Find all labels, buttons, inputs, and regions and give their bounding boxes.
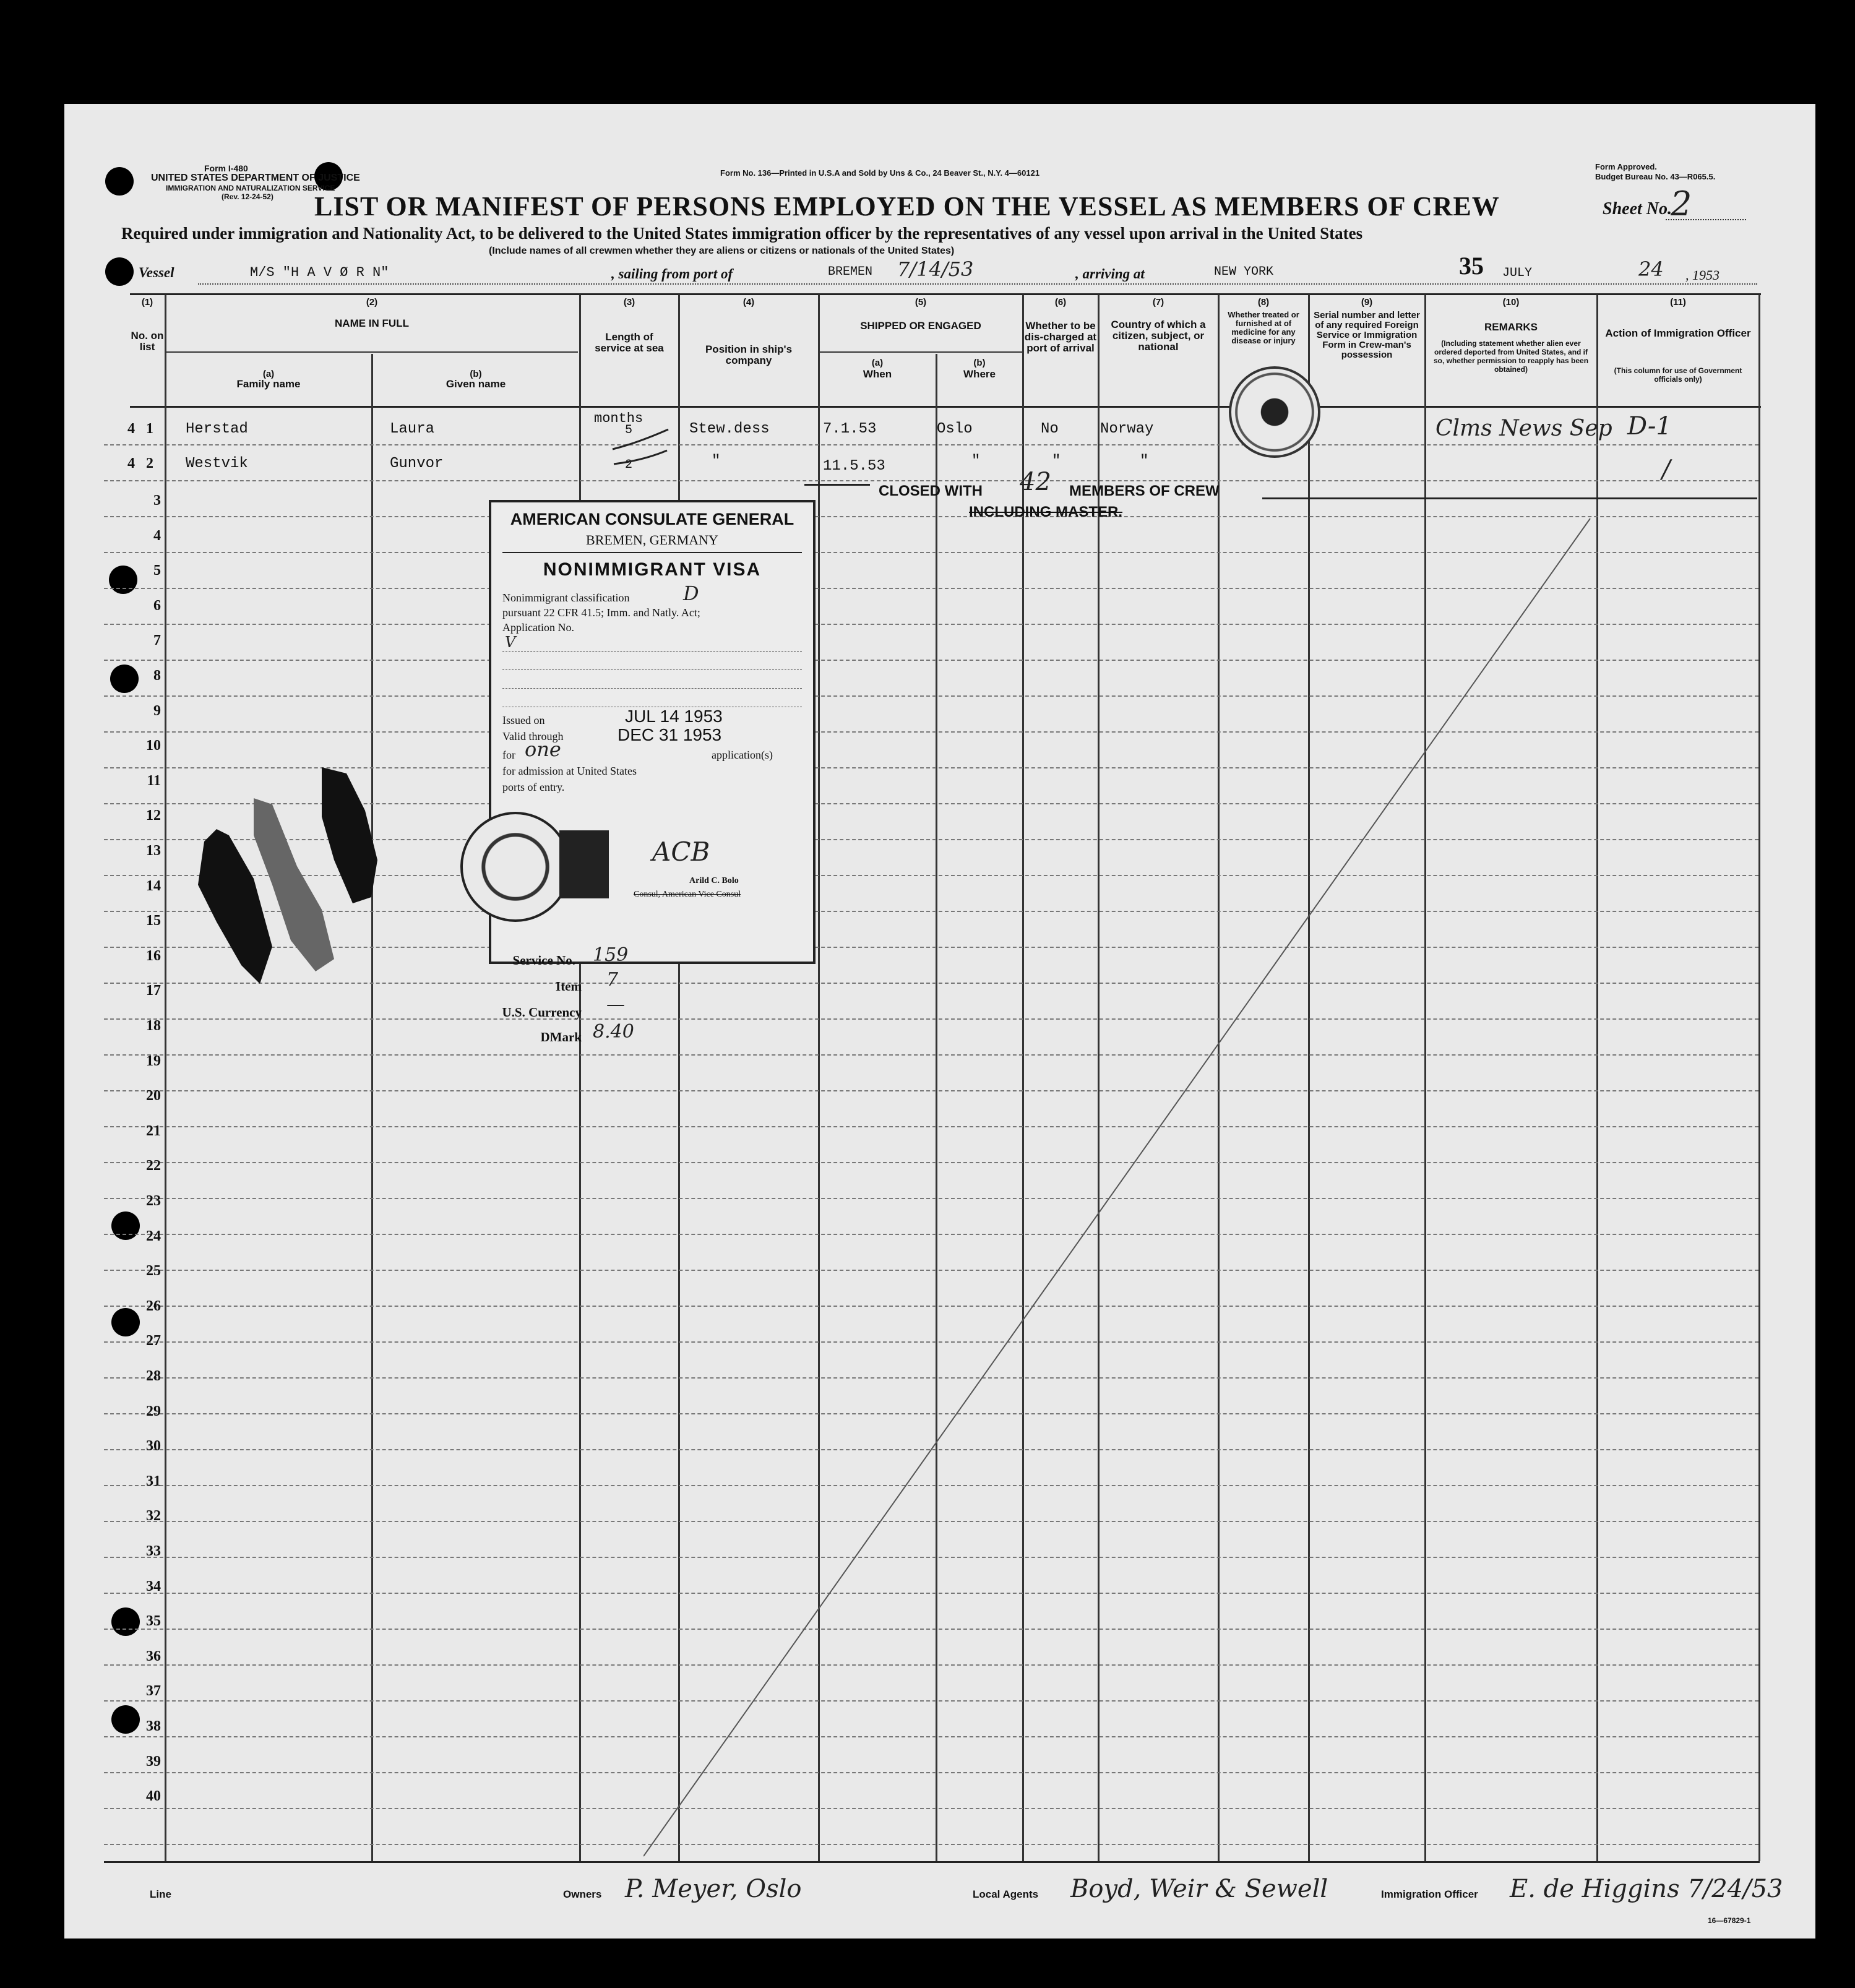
col2a-header: Family name bbox=[236, 378, 301, 390]
col7-number: (7) bbox=[1152, 297, 1164, 308]
sheet-number: 2 bbox=[1671, 184, 1692, 223]
item-label: Item bbox=[556, 979, 582, 994]
col5-number: (5) bbox=[915, 297, 927, 308]
row-line-number: 2 bbox=[146, 455, 153, 471]
issued-date: JUL 14 1953 bbox=[625, 707, 723, 726]
line-number: 14 bbox=[146, 877, 161, 894]
shipped-when: 7.1.53 bbox=[823, 421, 877, 437]
footer-line-label: Line bbox=[150, 1888, 171, 1900]
vessel-label: Vessel bbox=[139, 265, 174, 280]
line-number: 34 bbox=[146, 1578, 161, 1594]
line-number: 24 bbox=[146, 1228, 161, 1244]
col1-number: (1) bbox=[141, 297, 153, 308]
col6-header: Whether to be dis-charged at port of arrival bbox=[1024, 320, 1097, 354]
line-number: 7 bbox=[153, 632, 161, 649]
port-of-sailing: BREMEN bbox=[828, 265, 873, 279]
line-number: 11 bbox=[147, 772, 161, 789]
visa-stamp bbox=[489, 500, 816, 964]
discharged: No bbox=[1041, 421, 1059, 437]
closing-rule-left bbox=[804, 484, 870, 486]
row-rule bbox=[104, 444, 1758, 445]
issued-label: Issued on bbox=[502, 714, 545, 726]
country: Norway bbox=[1100, 421, 1154, 437]
owners-signature: P. Meyer, Oslo bbox=[625, 1875, 802, 1903]
vessel-line-rule bbox=[198, 283, 1757, 285]
col5-header: SHIPPED OR ENGAGED bbox=[860, 320, 981, 332]
line-number: 19 bbox=[146, 1052, 161, 1069]
wax-seal-marks bbox=[179, 761, 390, 996]
line-number: 27 bbox=[146, 1333, 161, 1349]
service-length: 5 bbox=[625, 423, 633, 437]
col5b-letter: (b) bbox=[973, 358, 986, 368]
line-number: 12 bbox=[146, 807, 161, 824]
officer-action: / bbox=[1662, 455, 1671, 484]
revision: (Rev. 12-24-52) bbox=[222, 192, 273, 201]
currency-value: — bbox=[606, 994, 625, 1015]
col9-header: Serial number and letter of any required Foreign Service or Immigration Form in Crew-man's possession bbox=[1314, 310, 1420, 360]
col10-number: (10) bbox=[1502, 297, 1520, 308]
col11-header: Action of Immigration Officer bbox=[1605, 327, 1751, 339]
line-number: 26 bbox=[146, 1297, 161, 1314]
col11-number: (11) bbox=[1670, 297, 1686, 308]
col10-header: REMARKS bbox=[1484, 321, 1538, 333]
admission-label: for admission at United States bbox=[502, 765, 637, 777]
line-number: 18 bbox=[146, 1018, 161, 1034]
subtitle: Required under immigration and Nationality Act, to be delivered to the United States immigration officer by the representatives of any vessel upon arrival in the United States bbox=[121, 224, 1363, 243]
line-number: 37 bbox=[146, 1683, 161, 1700]
arrival-day: 24 bbox=[1638, 257, 1664, 281]
local-agents-label: Local Agents bbox=[973, 1888, 1039, 1900]
col8-number: (8) bbox=[1257, 297, 1270, 308]
line-number: 38 bbox=[146, 1718, 161, 1734]
vessel-name: M/S "H A V Ø R N" bbox=[250, 265, 389, 280]
service-length: 2 bbox=[625, 458, 633, 472]
stamp-rule bbox=[502, 552, 802, 553]
row-prefix: 4 bbox=[127, 421, 135, 437]
approval-line-1: Form Approved. bbox=[1595, 162, 1657, 171]
column-divider bbox=[371, 354, 373, 1861]
service-line: IMMIGRATION AND NATURALIZATION SERVICE bbox=[166, 184, 335, 192]
col11-subheader: (This column for use of Government officials only) bbox=[1614, 366, 1742, 384]
line-number: 13 bbox=[146, 843, 161, 859]
consulate-seal bbox=[460, 812, 570, 922]
immigration-officer-label: Immigration Officer bbox=[1381, 1888, 1478, 1900]
line-number: 3 bbox=[153, 493, 161, 509]
col10-subheader: (Including statement whether alien ever ordered deported from United States, and if so, whether permission to reapply has been obtained) bbox=[1433, 339, 1589, 374]
punch-hole bbox=[105, 167, 134, 196]
line-number: 30 bbox=[146, 1438, 161, 1455]
ports-label: ports of entry. bbox=[502, 781, 565, 793]
col4-number: (4) bbox=[742, 297, 755, 308]
sailing-label: , sailing from port of bbox=[611, 266, 733, 282]
voyage-number: 35 bbox=[1459, 252, 1484, 280]
given-name: Gunvor bbox=[390, 455, 444, 472]
crew-count: 42 bbox=[1020, 468, 1051, 496]
given-name: Laura bbox=[390, 421, 435, 437]
line-number: 5 bbox=[153, 562, 161, 579]
officer-action: D-1 bbox=[1627, 412, 1672, 441]
line-number: 17 bbox=[146, 983, 161, 999]
applications-label: application(s) bbox=[712, 749, 773, 761]
visa-type: NONIMMIGRANT VISA bbox=[543, 559, 762, 580]
shipped-when: 11.5.53 bbox=[823, 458, 885, 475]
col7-header: Country of which a citizen, subject, or national bbox=[1111, 319, 1206, 353]
dmark-label: DMark bbox=[540, 1030, 582, 1044]
col5a-letter: (a) bbox=[871, 358, 884, 368]
line-number: 8 bbox=[153, 668, 161, 684]
col4-header: Position in ship's company bbox=[705, 343, 793, 366]
position: Stew.dess bbox=[689, 421, 770, 437]
row-line-number: 1 bbox=[146, 421, 153, 437]
closed-with-label: CLOSED WITH bbox=[879, 483, 983, 499]
fee-stamp bbox=[559, 830, 609, 898]
consular-seal bbox=[1229, 366, 1320, 458]
table-header-rule bbox=[130, 406, 1761, 408]
col1-header: No. on list bbox=[131, 330, 164, 353]
line-number: 23 bbox=[146, 1193, 161, 1209]
service-unit: months bbox=[594, 411, 643, 426]
sailing-date: 7/14/53 bbox=[897, 257, 974, 281]
consul-title: Consul, American Vice Consul bbox=[634, 890, 741, 899]
line-number: 39 bbox=[146, 1753, 161, 1770]
remarks: Clms News Sep bbox=[1435, 416, 1612, 441]
valid-date: DEC 31 1953 bbox=[618, 725, 722, 744]
item-value: 7 bbox=[606, 969, 619, 991]
owners-label: Owners bbox=[563, 1888, 602, 1900]
shipped-subheader-rule bbox=[818, 351, 1022, 353]
col3-header: Length of service at sea bbox=[595, 331, 664, 354]
currency-label: U.S. Currency bbox=[502, 1005, 582, 1020]
dmark-value: 8.40 bbox=[593, 1021, 634, 1043]
closing-rule-right bbox=[1262, 497, 1757, 499]
line-number: 4 bbox=[153, 527, 161, 544]
consul-name: Arild C. Bolo bbox=[689, 876, 739, 885]
row-prefix: 4 bbox=[127, 455, 135, 471]
col8-header: Whether treated or furnished at of medicine for any disease or injury bbox=[1228, 310, 1299, 345]
shipped-where: Oslo bbox=[937, 421, 973, 437]
line-number: 28 bbox=[146, 1368, 161, 1384]
table-top-rule bbox=[130, 293, 1761, 295]
applications-count: one bbox=[525, 738, 561, 761]
members-label: MEMBERS OF CREW bbox=[1069, 483, 1220, 499]
line-number: 29 bbox=[146, 1403, 161, 1419]
line-number: 35 bbox=[146, 1613, 161, 1630]
agency-line: UNITED STATES DEPARTMENT OF JUSTICE bbox=[151, 173, 360, 183]
arriving-label: , arriving at bbox=[1075, 266, 1145, 282]
col2-header: NAME IN FULL bbox=[335, 317, 409, 329]
form-code: 16—67829-1 bbox=[1708, 1916, 1751, 1925]
line-number: 9 bbox=[153, 702, 161, 719]
col5a-header: When bbox=[863, 368, 892, 380]
classification-label: Nonimmigrant classification bbox=[502, 592, 630, 604]
position: " bbox=[712, 453, 721, 470]
valid-label: Valid through bbox=[502, 730, 564, 742]
consulate-city: BREMEN, GERMANY bbox=[586, 532, 718, 548]
arrival-port: NEW YORK bbox=[1214, 265, 1274, 279]
arrival-year: , 1953 bbox=[1685, 267, 1719, 283]
line-number: 10 bbox=[146, 738, 161, 754]
line-number: 40 bbox=[146, 1788, 161, 1805]
name-subheader-rule bbox=[166, 351, 578, 353]
line-number: 31 bbox=[146, 1473, 161, 1489]
row-rule bbox=[104, 480, 1758, 481]
col5b-header: Where bbox=[963, 368, 996, 380]
printer-line: Form No. 136—Printed in U.S.A and Sold by Uns & Co., 24 Beaver St., N.Y. 4—60121 bbox=[720, 168, 1040, 178]
service-no-value: 159 bbox=[593, 944, 629, 966]
column-divider bbox=[1758, 295, 1760, 1861]
classification-basis: pursuant 22 CFR 41.5; Imm. and Natly. Act; bbox=[502, 606, 700, 619]
local-agents-signature: Boyd, Weir & Sewell bbox=[1070, 1875, 1328, 1903]
col2b-header: Given name bbox=[445, 378, 506, 390]
country: " bbox=[1140, 453, 1149, 470]
line-number: 32 bbox=[146, 1508, 161, 1525]
col3-number: (3) bbox=[623, 297, 635, 308]
including-master: INCLUDING MASTER. bbox=[969, 504, 1122, 520]
line-number: 20 bbox=[146, 1088, 161, 1104]
form-id: Form I-480 bbox=[204, 163, 248, 173]
consul-signature: ACB bbox=[652, 837, 710, 867]
col2-number: (2) bbox=[366, 297, 378, 308]
punch-hole bbox=[105, 257, 134, 286]
include-note: (Include names of all crewmen whether they are aliens or citizens or nationals of the United States) bbox=[489, 246, 955, 256]
col6-number: (6) bbox=[1054, 297, 1067, 308]
line-number: 33 bbox=[146, 1543, 161, 1559]
line-number: 25 bbox=[146, 1263, 161, 1280]
family-name: Herstad bbox=[186, 421, 248, 437]
discharged: " bbox=[1052, 453, 1061, 470]
classification-value: D bbox=[683, 582, 699, 605]
arrival-month: JULY bbox=[1502, 266, 1533, 280]
service-tick-marks bbox=[606, 421, 674, 476]
for-label: for bbox=[502, 749, 515, 761]
line-number: 16 bbox=[146, 947, 161, 964]
application-label: Application No. bbox=[502, 621, 574, 634]
col9-number: (9) bbox=[1361, 297, 1373, 308]
immigration-officer-signature: E. de Higgins 7/24/53 bbox=[1510, 1875, 1783, 1903]
service-no-label: Service No. bbox=[512, 953, 575, 968]
line-number: 36 bbox=[146, 1648, 161, 1664]
sheet-label: Sheet No. bbox=[1603, 199, 1672, 218]
application-value: V bbox=[505, 634, 516, 651]
sheet-underline bbox=[1666, 219, 1746, 220]
family-name: Westvik bbox=[186, 455, 248, 472]
line-number: 15 bbox=[146, 913, 161, 929]
line-number: 21 bbox=[146, 1122, 161, 1139]
approval-line-2: Budget Bureau No. 43—R065.5. bbox=[1595, 172, 1716, 181]
shipped-where: " bbox=[971, 453, 981, 470]
consulate-name: AMERICAN CONSULATE GENERAL bbox=[510, 510, 794, 528]
line-number: 22 bbox=[146, 1158, 161, 1174]
col2b-letter: (b) bbox=[470, 369, 482, 379]
line-number: 6 bbox=[153, 597, 161, 614]
column-divider bbox=[165, 295, 166, 1861]
page-title: LIST OR MANIFEST OF PERSONS EMPLOYED ON THE VESSEL AS MEMBERS OF CREW bbox=[314, 191, 1500, 222]
col2a-letter: (a) bbox=[262, 369, 275, 379]
